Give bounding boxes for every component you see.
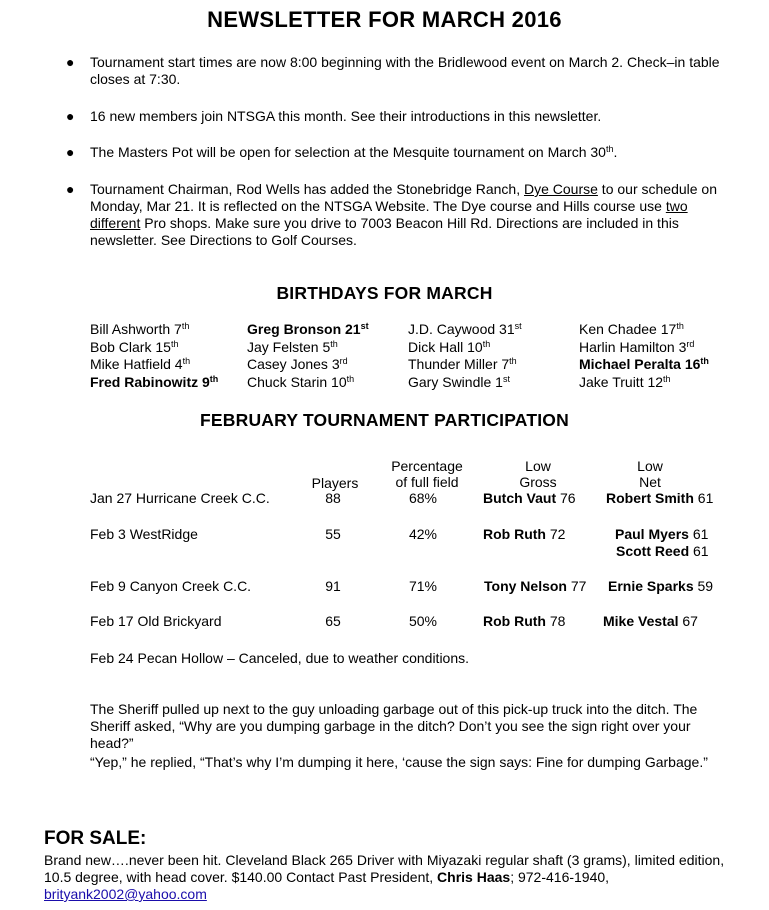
col-header-percentage: Percentage of full field: [391, 458, 463, 490]
birthday-entry: Dick Hall 10th: [408, 339, 491, 355]
birthday-entry: Gary Swindle 1st: [408, 374, 510, 390]
birthday-entry: Ken Chadee 17th: [579, 321, 684, 337]
tournament-players: 91: [325, 578, 341, 594]
birthday-entry: Harlin Hamilton 3rd: [579, 339, 695, 355]
bullet-new-members: 16 new members join NTSGA this month. See their introductions in this newsletter.: [90, 108, 602, 124]
participation-heading: FEBRUARY TOURNAMENT PARTICIPATION: [200, 410, 569, 430]
low-net-winner: Ernie Sparks 59: [608, 578, 714, 594]
low-net-winner: Scott Reed 61: [616, 543, 709, 559]
birthday-entry: Chuck Starin 10th: [247, 374, 355, 390]
col-header-low-gross: Low Gross: [519, 458, 557, 490]
newsletter-title: NEWSLETTER FOR MARCH 2016: [207, 7, 562, 32]
tournament-event: Feb 17 Old Brickyard: [90, 613, 222, 629]
birthday-entry: Casey Jones 3rd: [247, 356, 348, 372]
low-gross-winner: Rob Ruth 78: [483, 613, 566, 629]
bullet-stonebridge: Tournament Chairman, Rod Wells has added the Stonebridge Ranch, Dye Course to our schedule on Monday, Mar 21. It is reflected on the NTSGA Website. The Dye course and Hills course use two different Pro shops. Make sure you drive to 7003 Beacon Hill Rd. Directions are included in this newsletter. See Directions to Golf Courses.: [90, 181, 718, 248]
joke-paragraph-2: “Yep,” he replied, “That’s why I’m dumping it here, ‘cause the sign says: Fine for dumping Garbage.”: [90, 754, 708, 770]
bullet-dot: ●: [66, 54, 75, 70]
birthday-entry: Mike Hatfield 4th: [90, 356, 191, 372]
birthday-entry: Jake Truitt 12th: [579, 374, 671, 390]
tournament-players: 88: [325, 490, 341, 506]
col-header-low-net: Low Net: [637, 458, 663, 490]
tournament-percentage: 71%: [408, 578, 438, 594]
tournament-players: 65: [325, 613, 341, 629]
tournament-event: Feb 3 WestRidge: [90, 526, 198, 542]
canceled-event: Feb 24 Pecan Hollow – Canceled, due to weather conditions.: [90, 650, 470, 666]
low-gross-winner: Tony Nelson 77: [484, 578, 587, 594]
two-different-underlined: two different: [90, 198, 688, 231]
tournament-event: Feb 9 Canyon Creek C.C.: [90, 578, 252, 594]
dye-course-underlined: Dye Course: [524, 181, 598, 197]
joke-paragraph-1: The Sheriff pulled up next to the guy unloading garbage out of this pick-up truck into the ditch. The Sheriff asked, “Why are you dumping garbage in the ditch? Don’t you see the sign right over your head?”: [90, 701, 698, 751]
col-header-players: Players: [311, 475, 359, 491]
contact-name: Chris Haas: [437, 869, 511, 885]
bullet-dot: ●: [66, 108, 75, 124]
birthday-entry: Fred Rabinowitz 9th: [90, 374, 219, 390]
for-sale-text: Brand new….never been hit. Cleveland Black 265 Driver with Miyazaki regular shaft (3 grams), limited edition, 10.5 degree, with head cover. $140.00 Contact Past President, Chris Haas; 972-416-1940, brityank2002@yahoo.com: [44, 852, 725, 902]
tournament-percentage: 68%: [408, 490, 438, 506]
birthday-entry: J.D. Caywood 31st: [408, 321, 522, 337]
tournament-percentage: 50%: [408, 613, 438, 629]
tournament-percentage: 42%: [408, 526, 438, 542]
bullet-masters-pot: The Masters Pot will be open for selection at the Mesquite tournament on March 30th.: [90, 144, 618, 160]
for-sale-heading: FOR SALE:: [44, 828, 147, 849]
low-gross-winner: Rob Ruth 72: [483, 526, 566, 542]
bullet-dot: ●: [66, 144, 75, 160]
birthday-entry: Michael Peralta 16th: [579, 356, 709, 372]
birthday-entry: Bill Ashworth 7th: [90, 321, 190, 337]
birthday-entry: Bob Clark 15th: [90, 339, 179, 355]
birthday-entry: Thunder Miller 7th: [408, 356, 517, 372]
low-net-winner: Mike Vestal 67: [603, 613, 698, 629]
birthday-entry: Jay Felsten 5th: [247, 339, 338, 355]
bullet-dot: ●: [66, 181, 75, 197]
low-gross-winner: Butch Vaut 76: [483, 490, 576, 506]
tournament-event: Jan 27 Hurricane Creek C.C.: [90, 490, 270, 506]
bullet-start-times: Tournament start times are now 8:00 beginning with the Bridlewood event on March 2. Check–in table closes at 7:30.: [90, 54, 720, 87]
birthday-entry: Greg Bronson 21st: [247, 321, 369, 337]
tournament-players: 55: [325, 526, 341, 542]
low-net-winner: Robert Smith 61: [606, 490, 714, 506]
low-net-winner: Paul Myers 61: [615, 526, 709, 542]
email-link[interactable]: brityank2002@yahoo.com: [44, 886, 207, 902]
birthdays-heading: BIRTHDAYS FOR MARCH: [276, 283, 493, 303]
